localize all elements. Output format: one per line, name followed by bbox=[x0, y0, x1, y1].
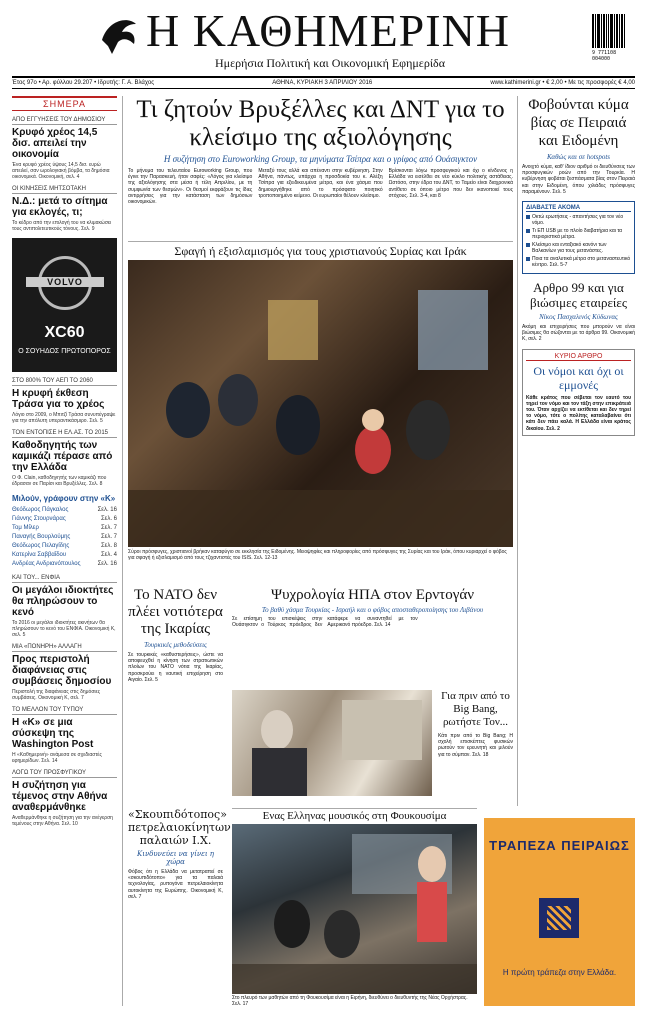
read-more-item[interactable]: Ποια τα αναλυτικά μέτρα στο μεταναστευτικό κέντρο. Σελ. 5-7 bbox=[526, 256, 631, 268]
contributor-row[interactable]: Θεόδωρος Πελαγίδης Σελ. 8 bbox=[12, 543, 117, 549]
read-more-title: ΔΙΑΒΑΣΤΕ ΑΚΟΜΑ bbox=[526, 205, 631, 212]
psy-headline: Ψυχρολογία ΗΠΑ στον Ερντογάν bbox=[271, 587, 474, 603]
piraeus-bank-ad[interactable] bbox=[484, 818, 635, 1006]
bigbang-story[interactable] bbox=[438, 690, 513, 758]
read-more-item[interactable]: Οκτώ ερωτήσεις - απαντήσεις για τον νέο νόμο. bbox=[526, 214, 631, 226]
story-text: Αναθερμάνθηκε η συζήτηση για την ανέγερση τεμένους στην Αθήνα. Σελ. 10 bbox=[12, 815, 113, 827]
psy-text: Σε επίσημη του επισκέψεις στην Ουάσιγκτον ο Τούρκος πρόεδρος δεν κατάφερε να συναντηθεί με τον Αμερικανό πρόεδρο. Σελ. 14 bbox=[232, 616, 418, 629]
info-bar bbox=[12, 80, 635, 89]
editorial-headline: Οι νόμοι και όχι οι εμμονές bbox=[533, 363, 624, 392]
article99-headline[interactable]: Αρθρο 99 και για βιώσιμες εταιρείες bbox=[529, 280, 628, 311]
bigbang-headline: Για πριν από το Big Bang, ρωτήστε Τον... bbox=[441, 690, 510, 728]
story-headline: Η «Κ» σε μια σύσκεψη της Washington Post bbox=[12, 717, 94, 750]
left-story[interactable] bbox=[12, 644, 117, 701]
story-headline: Ν.Δ.: μετά το σίτημα για εκλογές, τι; bbox=[12, 196, 108, 218]
masthead-title: Η ΚΑΘΗΜΕΡΙΝΗ bbox=[145, 5, 511, 56]
read-more-item[interactable]: Τι ΕΠ USB με το πλοίο διαβατήρια και τα περιοριστικά μέτρα. bbox=[526, 228, 631, 240]
cars-text: Φόβος ότι η Ελλάδα να μετατραπεί σε «σκουπιδότοπο» για τα παλαιά τεχνολογίας, ρυπογόνα πετρελαιοκίνητα αυτοκίνητα της Ευρώπης. Οικονομική Κ, σελ. 7 bbox=[128, 869, 223, 900]
section-label: ΣΤΟ 800% ΤΟΥ ΑΕΠ ΤΟ 2060 bbox=[12, 378, 117, 386]
barcode bbox=[592, 14, 630, 62]
section-label: ΚΑΙ ΤΟΥ... ΕΝΦΙΑ bbox=[12, 575, 117, 583]
bank-slogan: Η πρώτη τράπεζα στην Ελλάδα. bbox=[502, 968, 617, 977]
section-label: ΤΟΝ ΕΝΤΟΠΙΣΕ Η ΕΛ.ΑΣ. ΤΟ 2015 bbox=[12, 430, 117, 438]
contributor-row[interactable]: Παναγής Βουρλούμης Σελ. 7 bbox=[12, 534, 117, 540]
music-caption: Στο πλευρό των μαθητών από τη Φουκουσίμα είναι η Ειρήνη, διευθύνει ο διευθυντής της Νέας Ορχήστρας. Σελ. 17 bbox=[232, 995, 468, 1007]
volvo-ad[interactable] bbox=[12, 238, 117, 372]
contributors-box bbox=[12, 493, 117, 569]
refugees-church-photo bbox=[128, 260, 513, 547]
info-left: Έτος 97ο • Αρ. φύλλου 29.207 • Ιδρυτής: Γ. Α. Βλάχος bbox=[12, 80, 155, 86]
left-story[interactable] bbox=[12, 575, 117, 638]
nato-story[interactable] bbox=[128, 587, 223, 683]
ad-model: XC60 bbox=[44, 324, 85, 341]
lead-body bbox=[128, 168, 513, 205]
story-text: Ένα κρυφό χρέος ύψους 14,5 δισ. ευρώ απειλεί, σαν ωρολογιακή βόμβα, τα δημόσια οικονομικά. Οικονομική, σελ. 4 bbox=[12, 162, 110, 180]
ad-slogan: Ο ΣΟΥΗΔΟΣ ΠΡΩΤΟΠΟΡΟΣ bbox=[18, 348, 111, 355]
left-story[interactable] bbox=[12, 707, 117, 764]
section-label: ΛΟΓΩ ΤΟΥ ΠΡΟΣΦΥΓΙΚΟΥ bbox=[12, 770, 117, 778]
story-text: Η «Καθημερινή» ανάμεσα σε σχεδιαστές εφημερίδων. Σελ. 14 bbox=[12, 752, 102, 764]
lead-col: Το μήνυμα του τελευταίου Euroworking Group, που έγινε την Παρασκευή, ήταν σαφές: «Λόγος για κλείσιμο της αξιολόγησης στα μέσα ή τέλη Απριλίου, με τη συμφωνία των θεσμών». Οι θεσμοί εκφράζουν τις ίδιες αντιρρήσεις για την κατάσταση των δημόσιων οικονομικών. bbox=[128, 168, 253, 206]
section-label: ΑΠΟ ΕΓΓΥΗΣΕΙΣ ΤΟΥ ΔΗΜΟΣΙΟΥ bbox=[12, 117, 117, 125]
photo-headline[interactable]: Σφαγή ή εξισλαμισμός για τους χριστιανούς Συρίας και Ιράκ bbox=[128, 241, 513, 259]
left-story[interactable] bbox=[12, 770, 117, 827]
psy-story[interactable] bbox=[232, 587, 513, 676]
story-headline: Κρυφό χρέος 14,5 δισ. απειλεί την οικονομία bbox=[12, 127, 98, 160]
section-label: ΜΙΑ «ΠΟΝΗΡΗ» ΑΛΛΑΓΗ bbox=[12, 644, 117, 652]
lead-col: Βρίσκονται λόγω προσφυγικού και όχι ο κίνδυνος η Ελλάδα να εισέλθει σε νέο κύκλο πολιτικής αστάθειας. Ωστόσο, στην έδρα του ΔΝΤ, το Ταμείο είναι διαχρονικά αντίθετο σε όποιο μέτρο που δεν ικανοποιεί τους στόχους. Σελ. 3-4, και 8 bbox=[388, 168, 513, 199]
nato-text: Σε τουρκικές «καθυστερήσεις», ώστε να αποφευχθεί η κίνηση των στρατιωτικών πλοίων του ΝΑΤΟ νότια της Ικαρίας, προσκρούει η ναυτική επιχείρηση στο Αιγαίο. Σελ. 5 bbox=[128, 652, 223, 683]
read-more-item[interactable]: Κλείσιμο και ενταξιακό κανόνι των Βαλκανίων για τους μετανάστες. bbox=[526, 242, 631, 254]
read-more-box bbox=[522, 201, 635, 274]
column-divider bbox=[122, 96, 123, 1006]
contributor-row[interactable]: Κατερίνα Σαββαΐδου Σελ. 4 bbox=[12, 552, 117, 558]
orchestra-photo bbox=[232, 824, 477, 994]
story-headline: Οι μεγάλοι ιδιοκτήτες θα πληρώσουν το κενό bbox=[12, 585, 114, 618]
article99-text: Ακόμη και επιχειρήσεις που μπορούν να είναι βιώσιμες θα σώζονται με τα άρθρα 99. Οικονομική Κ, σελ. 2 bbox=[522, 324, 635, 343]
masthead-rule bbox=[12, 76, 635, 78]
story-text: Το 2016 οι μεγάλοι ιδιοκτήτες ακινήτων θα πληρώσουν το κενό του ΕΝΦΙΑ. Οικονομική Κ, σελ. 5 bbox=[12, 620, 116, 638]
nato-subhead: Τουρκικές μεθοδεύσεις bbox=[144, 641, 207, 649]
story-text: Περιστολή της διαφάνειας στις δημόσιες συμβάσεις. Οικονομική Κ, σελ. 7 bbox=[12, 689, 101, 701]
left-story[interactable] bbox=[12, 117, 117, 180]
article99-author: Νίκος Πασχαλινός Κύδωνας bbox=[539, 313, 618, 322]
photo-caption: Σύροι πρόσφυγες, χριστιανοί βρήκαν καταφύγιο σε εκκλησία της Ειδομένης. Μειοψηφίες και πληροφορίες από πρόσφυγες της Συρίας και του Ιράκ, όπου κυριαρχεί ο φόβος για σφαγή ή εξισλαμισμό από τους τζιχαντιστές του ISIS. Σελ. 12-13 bbox=[128, 549, 507, 561]
contributor-row[interactable]: Γιάννης Στουρνάρας Σελ. 6 bbox=[12, 516, 117, 522]
section-label: ΟΙ ΚΙΝΗΣΕΙΣ ΜΗΤΣΟΤΑΚΗ bbox=[12, 186, 117, 194]
editorial-box[interactable] bbox=[522, 349, 635, 436]
column-divider bbox=[517, 96, 518, 806]
lead-subhead: Η συζήτηση στο Euroworking Group, τα μηνύματα Τσίπρα και ο γρίφος από Ουάσιγκτον bbox=[163, 154, 478, 164]
story-text: Το κέδρο από την επιλογή του να κλιμακώσει τους αντιπολιτευτικούς τόνους. Σελ. 9 bbox=[12, 220, 112, 232]
story-headline: Καθοδηγητής των καμικάζι πέρασε από την Ελλάδα bbox=[12, 440, 113, 473]
info-right: www.kathimerini.gr • € 2,00 • Με τις προσφορές € 4,00 bbox=[490, 80, 635, 86]
cars-headline: «Σκουπιδότοπος» πετρελαιοκίνητων παλαιών Ι.Χ. bbox=[128, 808, 231, 847]
right-text: Ανοιχτό κύμα, καθ' ίδιον αριθμό οι διευθύνσεις των προσφυγικών ροών από την Τουρκία. Η κυβέρνηση φοβάται ξεσπάσματα βίας στον Πειραιά και στην Ειδομένη, όπου χιλιάδες πρόσφυγες παραμένουν. Σελ. 5 bbox=[522, 164, 635, 195]
right-headline[interactable]: Φοβούνται κύμα βίας σε Πειραιά και Ειδομένη bbox=[528, 97, 629, 149]
info-date: ΑΘΗΝΑ, ΚΥΡΙΑΚΗ 3 ΑΠΡΙΛΙΟΥ 2016 bbox=[272, 80, 373, 86]
contributor-row[interactable]: Θεόδωρος Πάγκαλος Σελ. 16 bbox=[12, 507, 117, 513]
contributors-title: Μιλούν, γράφουν στην «Κ» bbox=[12, 494, 116, 503]
left-story[interactable] bbox=[12, 430, 117, 487]
ad-brand: VOLVO bbox=[26, 277, 104, 287]
left-story[interactable] bbox=[12, 378, 117, 424]
story-headline: Προς περιστολή διαφάνειας στις συμβάσεις δημοσίου bbox=[12, 654, 112, 687]
editorial-text: Κάθε κράτος που σέβεται τον εαυτό του τηρεί τον νόμο και τον τάξη στην επικράτειά του. Όταν αρχίζει να εκτίθεται και δεν τηρεί το νόμο, τότε ο πολίτης καταλαβαίνει ότι κάτι δεν πάει καλά. Η Ελλάδα είναι κράτος δικαίου. Σελ. 2 bbox=[526, 394, 631, 432]
bank-logo-icon bbox=[539, 898, 579, 938]
psy-subhead: Το βαθύ χάσμα Τουρκίας - Ισραήλ και ο φόβος αποσταθεροποίησης του Λιβάνου bbox=[261, 606, 484, 614]
section-label: ΤΟ ΜΕΛΛΟΝ ΤΟΥ ΤΥΠΟΥ bbox=[12, 707, 117, 715]
right-subhead: Καθώς και σε hotspots bbox=[546, 153, 611, 161]
lead-col: Μεταξύ τους αλλά και απέναντι στην κυβέρνηση. Στην Αθήνα, πάντως, υπάρχει η προσδοκία του κ. Αλέξη Τσίπρα για εξειδικευμένα μέτρα, και ένα χάσμα που δημιουργήθηκε από το πρόσφατο ποιητικό τροποποιημένο κείμενο. Οι ευρωπαίοι θέλουν κλείσιμο. bbox=[258, 168, 383, 199]
story-text: Ο Φ. Clain, καθοδηγητής των καμικάζι που έδρασαν σε Παρίσι και Βρυξέλλες. Σελ. 8 bbox=[12, 475, 107, 487]
left-column bbox=[12, 96, 117, 833]
bank-name: ΤΡΑΠΕΖΑ ΠΕΙΡΑΙΩΣ bbox=[489, 838, 630, 853]
story-headline: Η κρυφή έκθεση Τράσα για το χρέος bbox=[12, 388, 105, 410]
music-headline[interactable]: Ενας Ελληνας μουσικός στη Φουκουσίμα bbox=[232, 808, 477, 822]
story-headline: Η συζήτηση για τέμενος στην Αθήνα αναθερμάνθηκε bbox=[12, 780, 108, 813]
contributor-row[interactable]: Τομ Μίλερ Σελ. 7 bbox=[12, 525, 117, 531]
story-text: Λόγιο στο 2009, ο Μπιτζί Τράσα συνυπέγραψε για την απόλυτη υπεραντικάσμιρο. Σελ. 5 bbox=[12, 412, 116, 424]
contributor-row[interactable]: Ανδρέας Ανδριανόπουλος Σελ. 16 bbox=[12, 561, 117, 567]
cars-story[interactable] bbox=[128, 808, 231, 900]
nato-headline: Το ΝΑΤΟ δεν πλέει νοτιότερα της Ικαρίας bbox=[128, 587, 223, 637]
right-column bbox=[522, 96, 635, 436]
lead-headline[interactable]: Τι ζητούν Βρυξέλλες και ΔΝΤ για το κλείσιμο της αξιολόγησης bbox=[136, 96, 505, 151]
scientist-photo bbox=[232, 690, 432, 796]
today-header: ΣΗΜΕΡΑ bbox=[12, 96, 117, 111]
left-story[interactable] bbox=[12, 186, 117, 232]
bigbang-text: Κάτι πριν από το Big Bang; Η σχολή επισκέπτες φυσικών ρωτούν τον ερευνητή και μιλούν για το σύμπαν. Σελ. 18 bbox=[438, 733, 513, 758]
cars-subhead: Κινδυνεύει να γίνει η χώρα bbox=[136, 850, 214, 866]
editorial-title: ΚΥΡΙΟ ΑΡΘΡΟ bbox=[526, 353, 631, 361]
barcode-number: 9 771108 004000 bbox=[592, 50, 617, 62]
masthead-subtitle: Ημερήσια Πολιτική και Οικονομική Εφημερίδα bbox=[214, 56, 446, 70]
